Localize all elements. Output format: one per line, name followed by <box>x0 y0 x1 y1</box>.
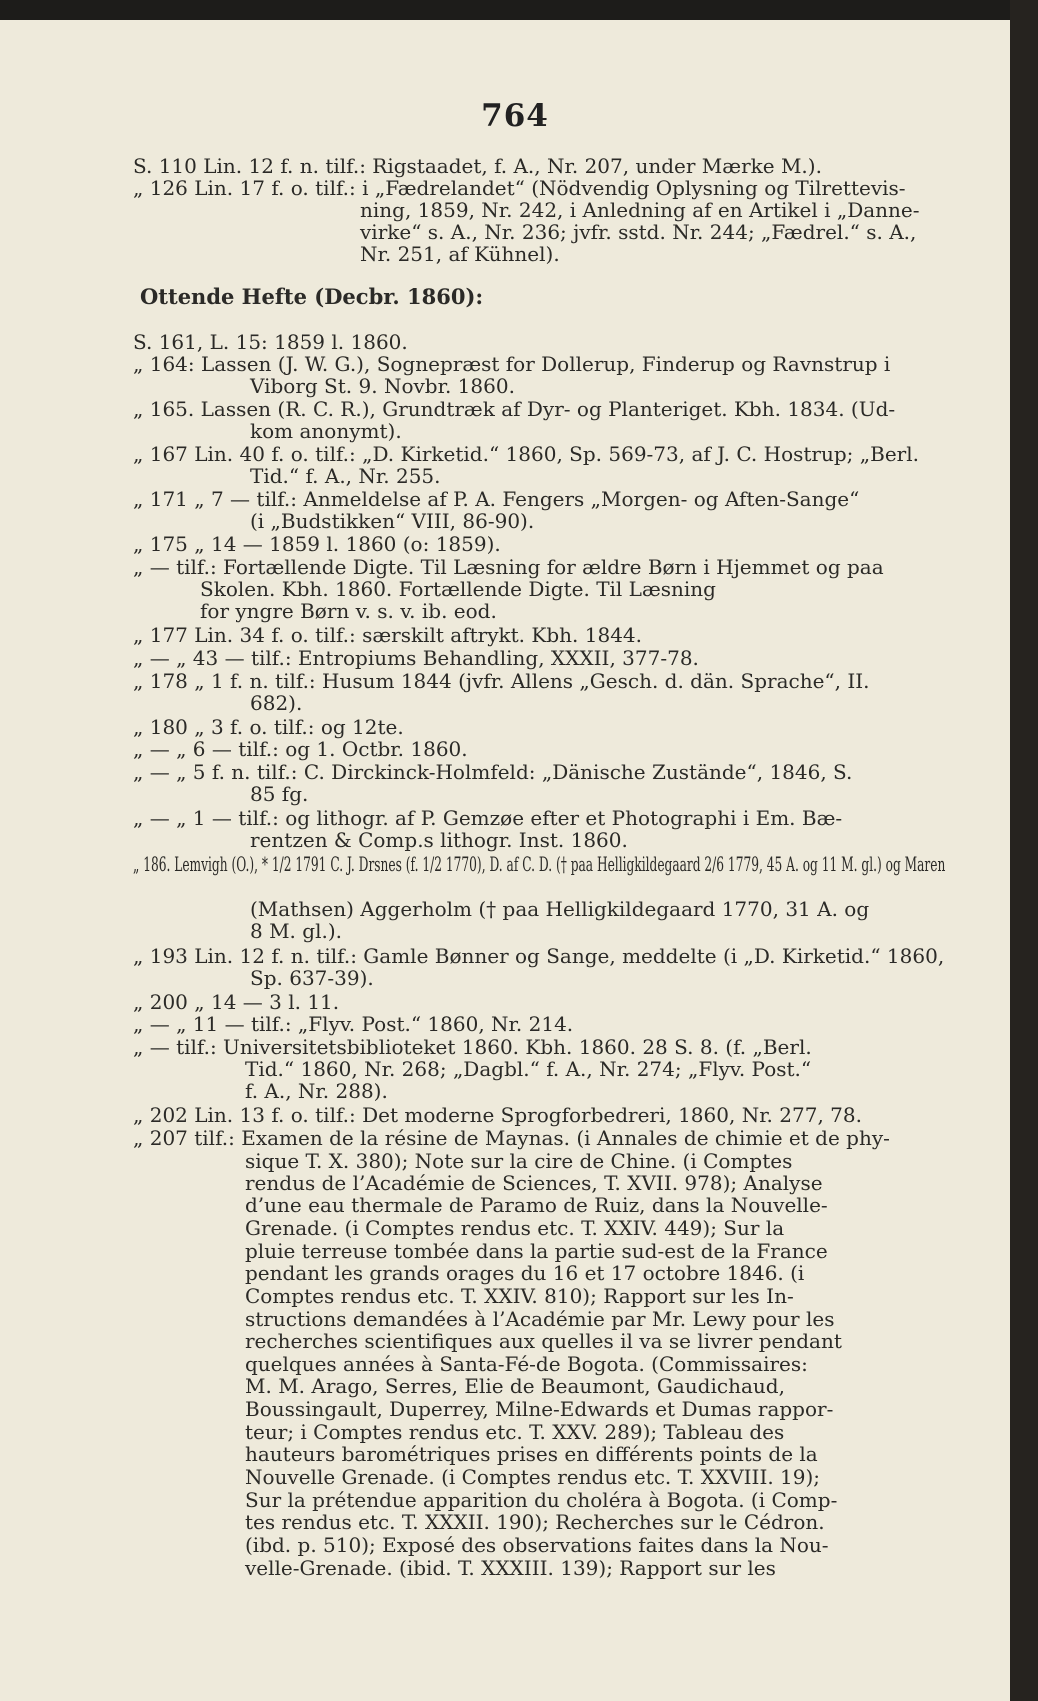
text-line: rentzen & Comp.s lithogr. Inst. 1860. <box>250 828 628 852</box>
text-line: f. A., Nr. 288). <box>245 1079 388 1103</box>
text-line: M. M. Arago, Serres, Elie de Beaumont, Gaudichaud, <box>245 1374 785 1398</box>
text-line: S. 161, L. 15: 1859 l. 1860. <box>133 330 408 354</box>
text-line: for yngre Børn v. s. v. ib. eod. <box>200 599 497 623</box>
text-line: (Mathsen) Aggerholm († paa Helligkildegaard 1770, 31 A. og <box>250 897 870 921</box>
text-line: „ 207 tilf.: Examen de la résine de Maynas. (i Annales de chimie et de phy- <box>133 1126 890 1150</box>
text-line: „ 202 Lin. 13 f. o. tilf.: Det moderne Sprogforbedreri, 1860, Nr. 277, 78. <box>133 1103 862 1127</box>
text-line: „ — „ 1 — tilf.: og lithogr. af P. Gemzøe efter et Photographi i Em. Bæ- <box>133 806 843 830</box>
text-line: Tid.“ f. A., Nr. 255. <box>250 464 441 488</box>
text-line: Nr. 251, af Kühnel). <box>360 242 560 266</box>
text-line: „ 186. Lemvigh (O.), * 1/2 1791 C. J. Drsnes (f. 1/2 1770), D. af C. D. († paa Helligkildegaard 2/6 1779, 45 A. og 11 M. gl.) og Maren <box>133 852 946 876</box>
text-line: „ 193 Lin. 12 f. n. tilf.: Gamle Bønner og Sange, meddelte (i „D. Kirketid.“ 1860, <box>133 944 945 968</box>
text-line: recherches scientifiques aux quelles il va se livrer pendant <box>245 1329 842 1353</box>
text-line: virke“ s. A., Nr. 236; jvfr. sstd. Nr. 244; „Fædrel.“ s. A., <box>360 220 917 244</box>
text-line: „ 126 Lin. 17 f. o. tilf.: i „Fædrelandet“ (Nödvendig Oplysning og Tilrettevis- <box>133 176 906 200</box>
text-line: „ 178 „ 1 f. n. tilf.: Husum 1844 (jvfr. Allens „Gesch. d. dän. Sprache“, II. <box>133 669 870 693</box>
text-line: Grenade. (i Comptes rendus etc. T. XXIV. 449); Sur la <box>245 1216 785 1240</box>
text-line: 682). <box>250 691 303 715</box>
text-line: kom anonymt). <box>250 419 402 443</box>
text-line: Sur la prétendue apparition du choléra à Bogota. (i Comp- <box>245 1488 838 1512</box>
text-line: hauteurs barométriques prises en différents points de la <box>245 1442 818 1466</box>
text-line: velle-Grenade. (ibid. T. XXXIII. 139); Rapport sur les <box>245 1556 776 1580</box>
text-line: sique T. X. 380); Note sur la cire de Chine. (i Comptes <box>245 1149 793 1173</box>
section-heading: Ottende Hefte (Decbr. 1860): <box>140 284 484 309</box>
text-line: (i „Budstikken“ VIII, 86-90). <box>250 509 535 533</box>
text-line: pluie terreuse tombée dans la partie sud-est de la France <box>245 1239 828 1263</box>
text-line: „ 200 „ 14 — 3 l. 11. <box>133 990 340 1014</box>
text-line: „ 171 „ 7 — tilf.: Anmeldelse af P. A. Fengers „Morgen- og Aften-Sange“ <box>133 487 860 511</box>
text-line: d’une eau thermale de Paramo de Ruiz, dans la Nouvelle- <box>245 1193 828 1217</box>
text-line: ning, 1859, Nr. 242, i Anledning af en Artikel i „Danne- <box>360 198 920 222</box>
text-line: S. 110 Lin. 12 f. n. tilf.: Rigstaadet, f. A., Nr. 207, under Mærke M.). <box>133 154 822 178</box>
text-line: „ — „ 11 — tilf.: „Flyv. Post.“ 1860, Nr. 214. <box>133 1012 574 1036</box>
text-line: structions demandées à l’Académie par Mr. Lewy pour les <box>245 1307 835 1331</box>
text-line: pendant les grands orages du 16 et 17 octobre 1846. (i <box>245 1261 805 1285</box>
text-line: 85 fg. <box>250 782 309 806</box>
page-number: 764 <box>481 98 549 134</box>
text-line: 8 M. gl.). <box>250 919 342 943</box>
text-line: „ 177 Lin. 34 f. o. tilf.: særskilt aftrykt. Kbh. 1844. <box>133 623 642 647</box>
text-line: „ 175 „ 14 — 1859 l. 1860 (o: 1859). <box>133 532 501 556</box>
text-line: Sp. 637-39). <box>250 966 374 990</box>
text-line: „ 167 Lin. 40 f. o. tilf.: „D. Kirketid.“ 1860, Sp. 569-73, af J. C. Hostrup; „Berl. <box>133 442 919 466</box>
text-line: „ — tilf.: Universitetsbiblioteket 1860. Kbh. 1860. 28 S. 8. (f. „Berl. <box>133 1035 812 1059</box>
text-line: teur; i Comptes rendus etc. T. XXV. 289); Tableau des <box>245 1420 785 1444</box>
text-line: „ 164: Lassen (J. W. G.), Sognepræst for Dollerup, Finderup og Ravnstrup i <box>133 352 891 376</box>
text-line: Tid.“ 1860, Nr. 268; „Dagbl.“ f. A., Nr. 274; „Flyv. Post.“ <box>245 1057 812 1081</box>
text-line: Skolen. Kbh. 1860. Fortællende Digte. Til Læsning <box>200 577 716 601</box>
text-line: Nouvelle Grenade. (i Comptes rendus etc. T. XXVIII. 19); <box>245 1465 821 1489</box>
text-line: „ — „ 43 — tilf.: Entropiums Behandling, XXXII, 377-78. <box>133 646 699 670</box>
text-line: „ — „ 6 — tilf.: og 1. Octbr. 1860. <box>133 737 468 761</box>
text-line: „ — tilf.: Fortællende Digte. Til Læsning for ældre Børn i Hjemmet og paa <box>133 555 884 579</box>
text-line: rendus de l’Académie de Sciences, T. XVII. 978); Analyse <box>245 1171 823 1195</box>
book-edge <box>1010 0 1038 1701</box>
text-line: (ibd. p. 510); Exposé des observations faites dans la Nou- <box>245 1533 829 1557</box>
page <box>0 20 1010 1701</box>
text-line: Viborg St. 9. Novbr. 1860. <box>250 374 515 398</box>
text-line: „ 165. Lassen (R. C. R.), Grundtræk af Dyr- og Planteriget. Kbh. 1834. (Ud- <box>133 397 896 421</box>
text-line: Boussingault, Duperrey, Milne-Edwards et Dumas rappor- <box>245 1397 834 1421</box>
text-line: quelques années à Santa-Fé-de Bogota. (Commissaires: <box>245 1352 808 1376</box>
text-line: tes rendus etc. T. XXXII. 190); Recherches sur le Cédron. <box>245 1510 825 1534</box>
text-line: „ — „ 5 f. n. tilf.: C. Dirckinck-Holmfeld: „Dänische Zustände“, 1846, S. <box>133 760 853 784</box>
text-line: „ 180 „ 3 f. o. tilf.: og 12te. <box>133 715 404 739</box>
text-line: Comptes rendus etc. T. XXIV. 810); Rapport sur les In- <box>245 1284 794 1308</box>
